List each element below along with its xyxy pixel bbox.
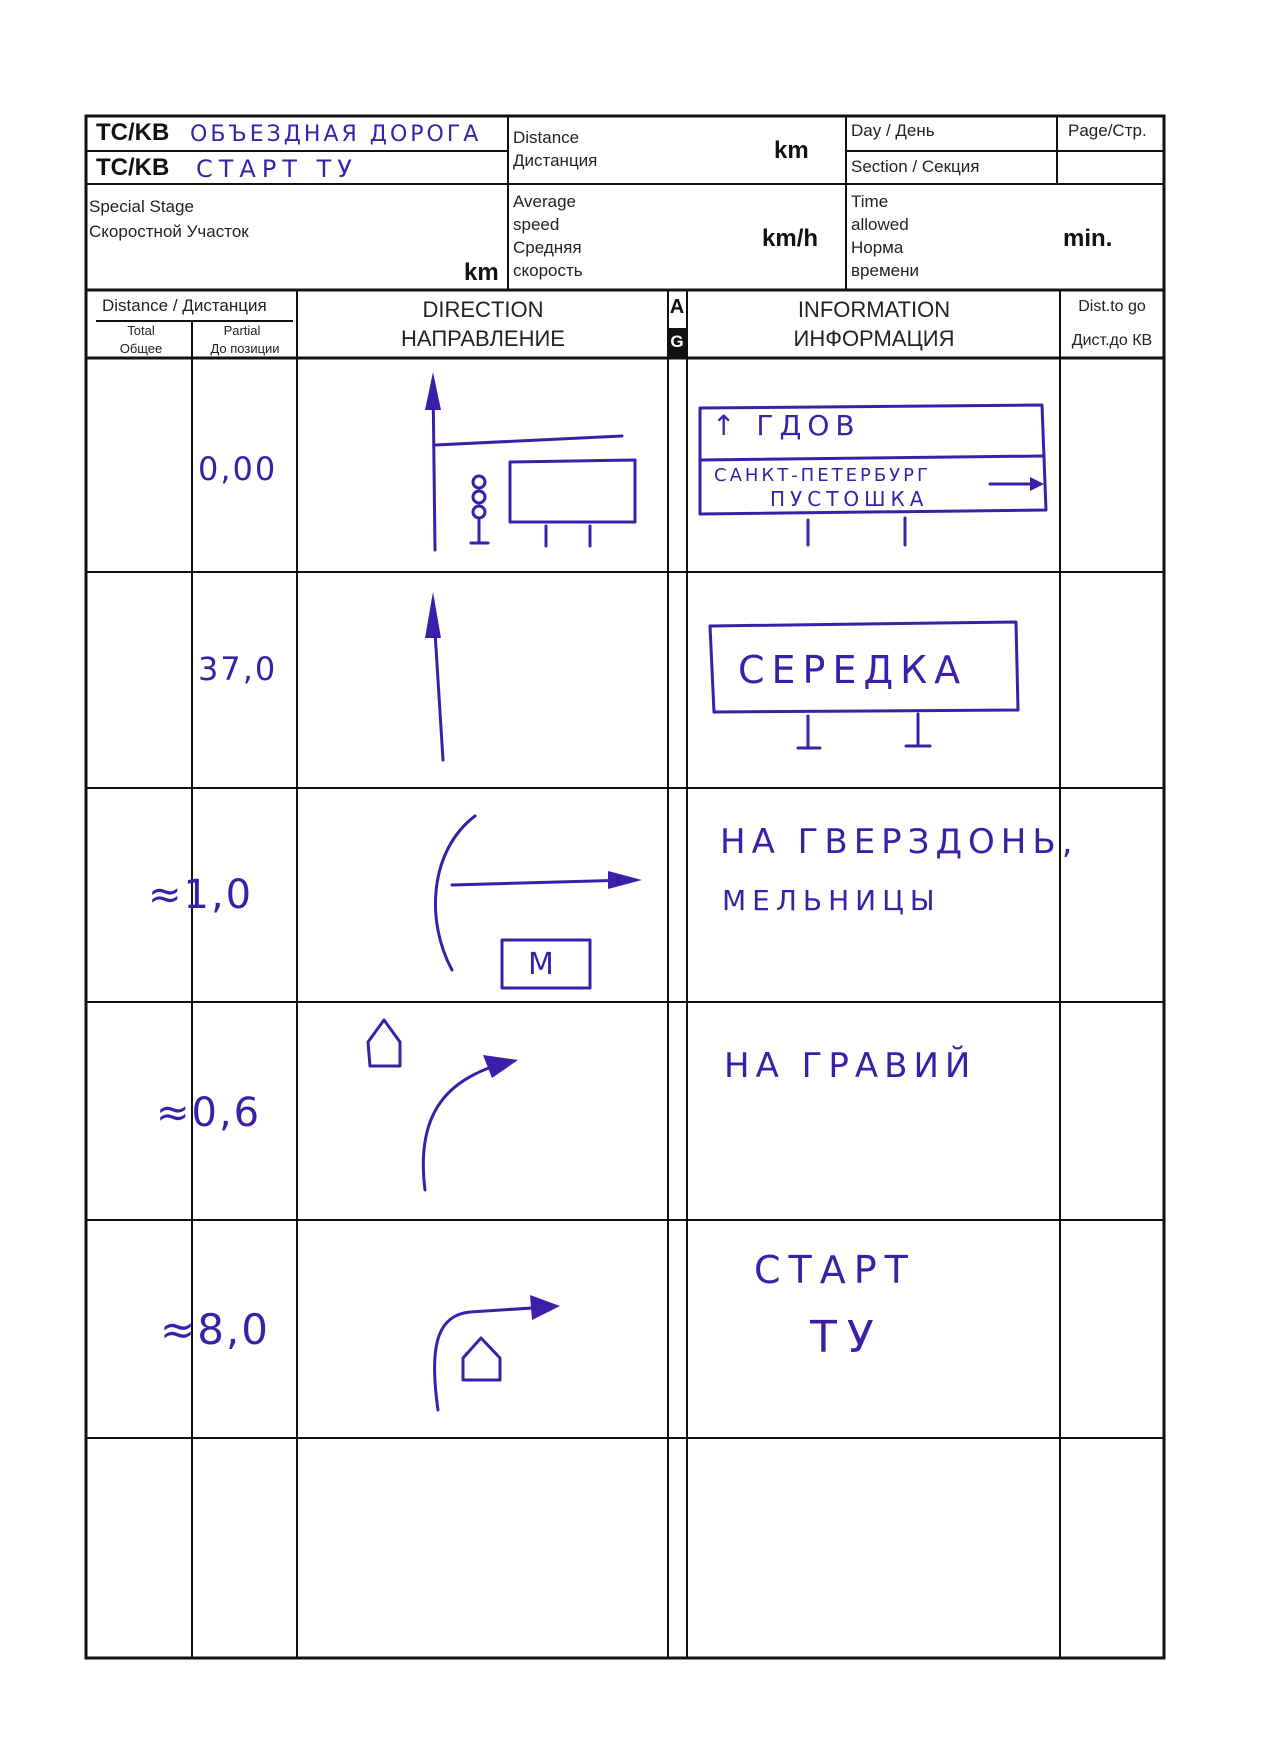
- col-total-en: Total: [127, 323, 155, 338]
- col-partial-en: Partial: [223, 323, 261, 338]
- row-2-sign-text: СЕРЕДКА: [738, 648, 968, 692]
- row-5-info-line-2: ТУ: [810, 1312, 884, 1363]
- row-2-partial: 37,0: [198, 650, 278, 688]
- time-allowed-line-1: Time: [851, 192, 889, 211]
- col-dist-to-go-en: Dist.to go: [1078, 298, 1146, 315]
- col-total-ru: Общее: [119, 341, 163, 356]
- col-g-letter: G: [670, 332, 684, 351]
- time-allowed-line-2: allowed: [851, 215, 909, 234]
- col-distance: Distance / Дистанция: [102, 296, 267, 315]
- col-info-ru: ИНФОРМАЦИЯ: [793, 326, 955, 351]
- row-1-sign-top: ↑ ГДОВ: [712, 409, 861, 442]
- row-1-sign-bottom: ПУСТОШКА: [770, 487, 929, 511]
- col-dist-to-go-ru: Дист.до КВ: [1071, 332, 1153, 349]
- tc-label-2: TC/KB: [96, 154, 170, 181]
- row-3-info-line-2: МЕЛЬНИЦЫ: [722, 884, 941, 917]
- time-allowed-line-4: времени: [851, 261, 919, 280]
- distance-label-ru: Дистанция: [513, 151, 598, 170]
- avg-speed-unit: km/h: [762, 225, 819, 252]
- tc-value-1: ОБЪЕЗДНАЯ ДОРОГА: [190, 122, 482, 147]
- section-label: Section / Секция: [851, 157, 980, 176]
- row-1-sign-mid: САНКТ-ПЕТЕРБУРГ: [714, 465, 931, 486]
- tc-value-2: СТАРТ ТУ: [196, 155, 358, 183]
- col-direction-en: DIRECTION: [422, 297, 544, 322]
- row-4-partial: ≈0,6: [156, 1090, 262, 1136]
- time-allowed-line-3: Норма: [851, 238, 904, 257]
- avg-speed-line-3: Средняя: [513, 238, 582, 257]
- special-stage-ru: Скоростной Участок: [89, 222, 249, 241]
- special-stage-unit: km: [464, 259, 499, 286]
- row-1-partial: 0,00: [198, 450, 278, 488]
- row-4-info-line-1: НА ГРАВИЙ: [724, 1046, 977, 1086]
- tc-label-1: TC/KB: [96, 119, 170, 146]
- avg-speed-line-4: скорость: [513, 261, 583, 280]
- special-stage-en: Special Stage: [89, 197, 194, 216]
- time-allowed-unit: min.: [1063, 225, 1113, 252]
- row-5-partial: ≈8,0: [160, 1305, 270, 1354]
- distance-unit: km: [774, 137, 809, 164]
- col-partial-ru: До позиции: [210, 341, 280, 356]
- row-3-box-letter: М: [528, 947, 554, 982]
- col-direction-ru: НАПРАВЛЕНИЕ: [401, 326, 565, 351]
- page-label: Page/Стр.: [1068, 121, 1147, 140]
- col-info-en: INFORMATION: [797, 297, 951, 322]
- row-3-partial: ≈1,0: [148, 872, 254, 918]
- avg-speed-line-2: speed: [513, 215, 560, 234]
- row-3-info-line-1: НА ГВЕРЗДОНЬ,: [720, 822, 1079, 862]
- day-label: Day / День: [851, 121, 935, 140]
- distance-label-en: Distance: [513, 128, 580, 147]
- row-5-info-line-1: СТАРТ: [754, 1248, 916, 1292]
- col-a-letter: A: [669, 296, 685, 318]
- avg-speed-line-1: Average: [513, 192, 577, 211]
